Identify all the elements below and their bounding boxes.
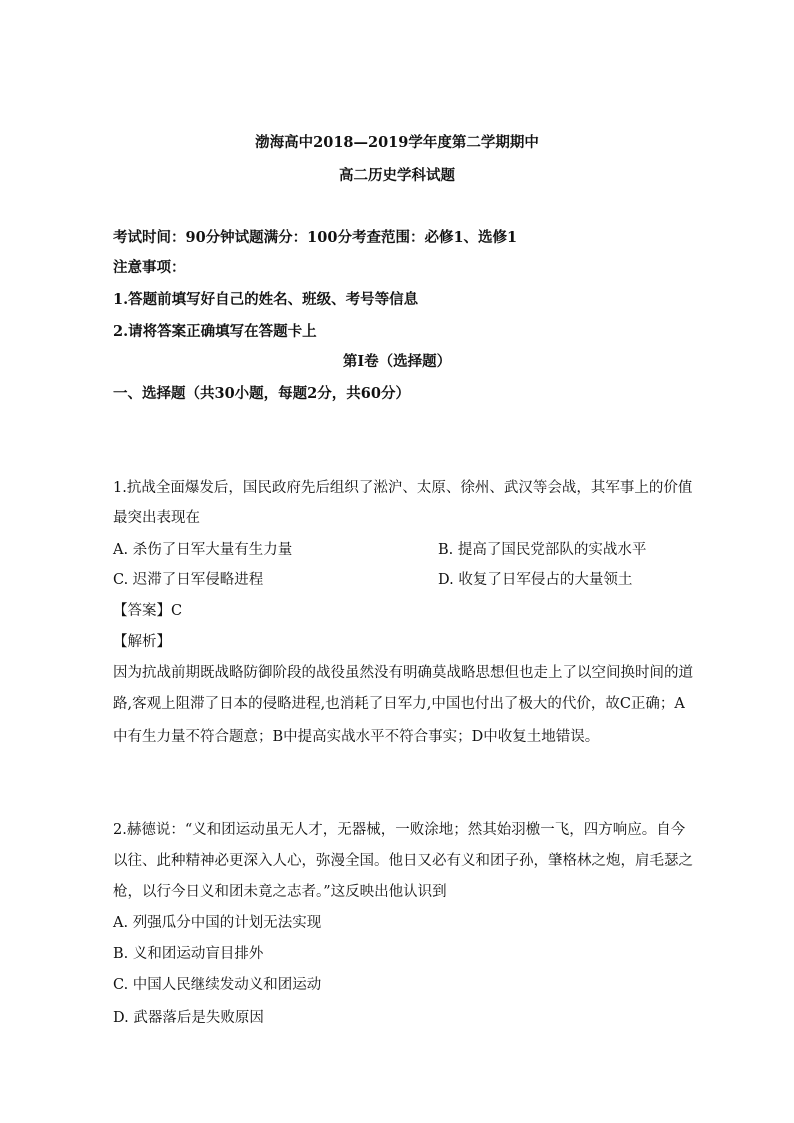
q1-option-d: D. 收复了日军侵占的大量领土 xyxy=(438,572,633,588)
q2-option-b: B. 义和团运动盲目排外 xyxy=(113,946,264,962)
q2-stem-line-2: 以往、此种精神必更深入人心，弥漫全国。他日又必有义和团子孙，肇格林之炮，肩毛瑟之 xyxy=(113,853,693,869)
q1-answer: 【答案】C xyxy=(113,603,183,619)
q1-stem-line-1: 1.抗战全面爆发后，国民政府先后组织了淞沪、太原、徐州、武汉等会战，其军事上的价值 xyxy=(113,480,693,496)
q2-stem-line-3: 枪，以行今日义和团未竟之志者。”这反映出他认识到 xyxy=(113,884,447,900)
q1-option-a: A. 杀伤了日军大量有生力量 xyxy=(113,542,293,558)
exam-meta: 考试时间：90分钟试题满分：100分考查范围：必修1、选修1 xyxy=(113,229,518,246)
exam-title: 渤海高中2018—2019学年度第二学期期中 xyxy=(255,134,539,151)
q2-option-a: A. 列强瓜分中国的计划无法实现 xyxy=(113,915,322,931)
q2-option-d: D. 武器落后是失败原因 xyxy=(113,1010,264,1026)
notice-item-1: 1.答题前填写好自己的姓名、班级、考号等信息 xyxy=(113,291,419,308)
q1-option-b: B. 提高了国民党部队的实战水平 xyxy=(438,542,647,558)
part-title: 一、选择题（共30小题，每题2分，共60分） xyxy=(113,385,410,402)
q1-analysis-line-1: 因为抗战前期既战略防御阶段的战役虽然没有明确莫战略思想但也走上了以空间换时间的道 xyxy=(113,665,693,681)
volume-title: 第I卷（选择题） xyxy=(342,353,452,370)
exam-subtitle: 高二历史学科试题 xyxy=(339,167,455,184)
q1-stem-line-2: 最突出表现在 xyxy=(113,510,200,526)
q1-analysis-heading: 【解析】 xyxy=(113,634,171,650)
notice-item-2: 2.请将答案正确填写在答题卡上 xyxy=(113,323,317,340)
q1-analysis-line-2: 路,客观上阻滞了日本的侵略进程,也消耗了日军力,中国也付出了极大的代价，故C正确；A xyxy=(113,696,685,712)
notice-heading: 注意事项： xyxy=(113,259,186,276)
q1-analysis-line-3: 中有生力量不符合题意；B中提高实战水平不符合事实；D中收复土地错误。 xyxy=(113,729,600,745)
q2-option-c: C. 中国人民继续发动义和团运动 xyxy=(113,977,322,993)
q2-stem-line-1: 2.赫德说：“义和团运动虽无人才，无器械，一败涂地；然其始羽檄一飞，四方响应。自今 xyxy=(113,822,686,838)
q1-option-c: C. 迟滞了日军侵略进程 xyxy=(113,572,264,588)
